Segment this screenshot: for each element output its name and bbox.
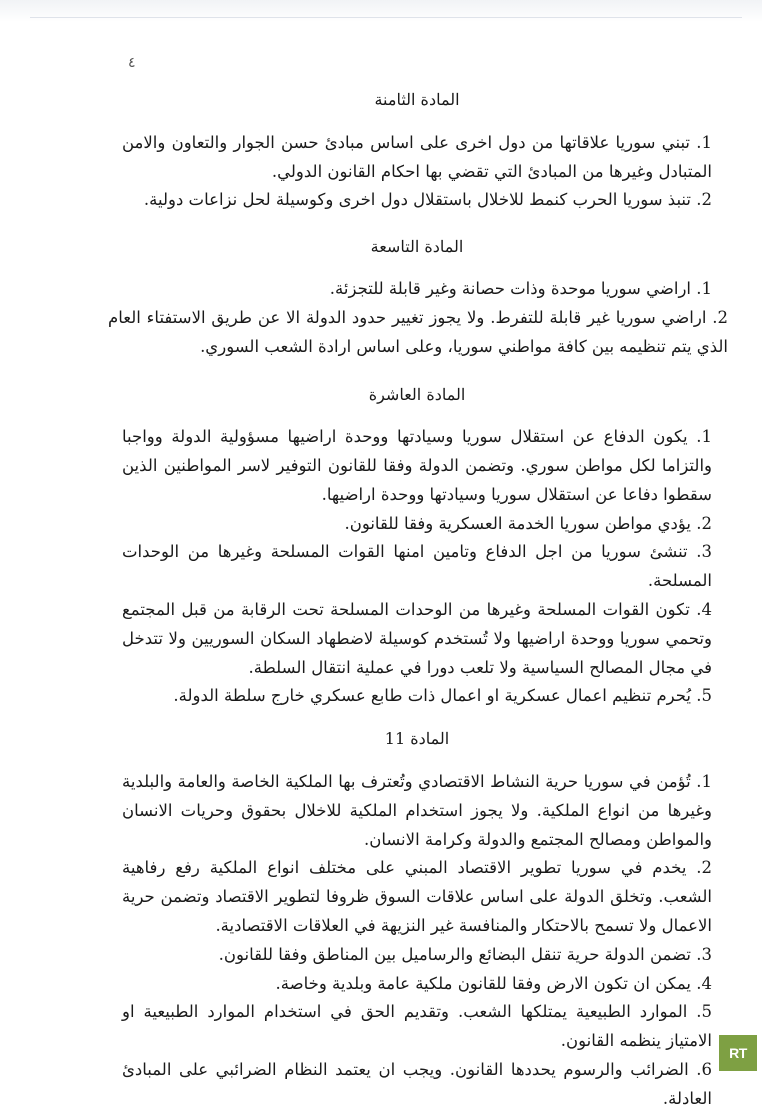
article-heading: المادة 11 xyxy=(384,729,450,749)
article-paragraph: 1. يكون الدفاع عن استقلال سوريا وسيادتها ووحدة اراضيها مسؤولية الدولة وواجبا والتزاما لكل مواطن سوري. وتضمن الدولة وفقا للقانون التوفير لاسر المواطنين الذين سقطوا دفاعا عن استقلال سوريا وسيادتها ووحدة اراضيها. xyxy=(122,427,712,504)
article-paragraph: 1. تُؤمن في سوريا حرية النشاط الاقتصادي وتُعترف بها الملكية الخاصة والعامة والبلدية وغيرها من انواع الملكية. ولا يجوز استخدام الملكية للاخلال بحقوق وحريات الانسان والمواطن ومصالح المجتمع والدولة وكرامة الانسان. xyxy=(122,771,712,849)
article-paragraph: 2. يخدم في سوريا تطوير الاقتصاد المبني على مختلف انواع الملكية رفع رفاهية الشعب. وتخلق الدولة على اساس علاقات السوق ظروفا لتطوير الاقتصاد وتضمن حرية الاعمال ولا تسمح بالاحتكار والمنافسة غير النزيهة في العلاقات الاقتصادية. xyxy=(122,858,712,935)
article-heading: المادة الثامنة xyxy=(374,90,460,109)
page-mark: ٤ xyxy=(128,55,136,71)
article-paragraph: 3. تضمن الدولة حرية تنقل البضائع والرساميل بين المناطق وفقا للقانون. xyxy=(218,944,712,964)
article-paragraph: 5. يُحرم تنظيم اعمال عسكرية او اعمال ذات طابع عسكري خارج سلطة الدولة. xyxy=(173,686,712,706)
article-paragraph: 5. الموارد الطبيعية يمتلكها الشعب. وتقديم الحق في استخدام الموارد الطبيعية او الامتياز ينظمه القانون. xyxy=(122,1002,712,1051)
article-paragraph: 2. تنبذ سوريا الحرب كنمط للاخلال باستقلال دول اخرى وكوسيلة لحل نزاعات دولية. xyxy=(143,190,712,210)
article-paragraph: 6. الضرائب والرسوم يحددها القانون. ويجب ان يعتمد النظام الضرائبي على المبادئ العادلة. xyxy=(122,1059,712,1108)
article-paragraph: 3. تنشئ سوريا من اجل الدفاع وتامين امنها القوات المسلحة وغيرها من الوحدات المسلحة. xyxy=(122,542,712,591)
article-paragraph: 1. تبني سوريا علاقاتها من دول اخرى على اساس مبادئ حسن الجوار والتعاون والامن المتبادل وغيرها من المبادئ التي تقضي بها احكام القانون الدولي. xyxy=(122,132,712,181)
document-body xyxy=(108,86,728,1114)
rt-logo: RT xyxy=(719,1035,757,1071)
scan-top-edge xyxy=(0,0,762,22)
article-paragraph: 4. يمكن ان تكون الارض وفقا للقانون ملكية عامة وبلدية وخاصة. xyxy=(275,973,712,993)
article-paragraph: 2. اراضي سوريا غير قابلة للتفرط. ولا يجوز تغيير حدود الدولة الا عن طريق الاستفتاء العام الذي يتم تنظيمه بين كافة مواطني سوريا، وعلى اساس ارادة الشعب السوري. xyxy=(108,307,728,356)
article-paragraph: 2. يؤدي مواطن سوريا الخدمة العسكرية وفقا للقانون. xyxy=(344,513,712,533)
article-heading: المادة العاشرة xyxy=(368,385,466,405)
article-paragraph: 4. تكون القوات المسلحة وغيرها من الوحدات المسلحة تحت الرقابة من قبل المجتمع وتحمي سوريا ووحدة اراضيها ولا تُستخدم كوسيلة لاضطهاد السكان السوريين ولا تتدخل في مجال المصالح السياسية ولا تلعب دورا في عملية انتقال السلطة. xyxy=(122,599,712,677)
article-paragraph: 1. اراضي سوريا موحدة وذات حصانة وغير قابلة للتجزئة. xyxy=(329,278,712,298)
article-heading: المادة التاسعة xyxy=(370,237,464,257)
